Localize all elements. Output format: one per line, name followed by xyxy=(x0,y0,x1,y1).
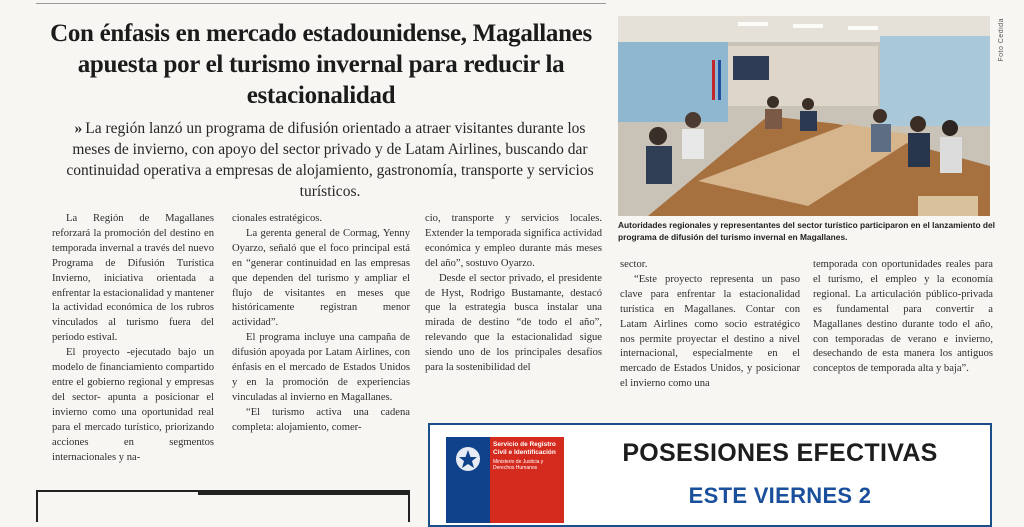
lead-paragraph xyxy=(60,118,600,202)
logo-institution-name: Servicio de Registro Civil e Identificación xyxy=(493,441,556,456)
logo-ministry-name: Ministerio de Justicia y Derechos Humanos xyxy=(493,459,544,471)
paragraph: “Este proyecto representa un paso clave para enfrentar la estacionalidad turística en Magallanes. Contar con Latam Airlines como socio estratégico nos permite proyectar el destino a nivel internacional, especialmente en el mercado de Estados Unidos, y posicionar el invierno como una xyxy=(620,273,800,390)
paragraph: El programa incluye una campaña de difusión apoyada por Latam Airlines, con énfasis en el mercado de Estados Unidos y en la promoción de experiencias vinculadas al invierno en Magallanes. xyxy=(232,332,410,403)
paragraph: Desde el sector privado, el presidente de Hyst, Rodrigo Bustamante, destacó que la estrategia busca instalar una mirada de destino “de todo el año”, relevando que la estacionalidad sigue siendo uno de los principales desafíos para la sostenibilidad del xyxy=(425,272,602,374)
photo-credit: Foto Cedida xyxy=(998,18,1005,62)
bottom-box-bar xyxy=(198,490,408,495)
chevron-icon: » xyxy=(74,120,83,137)
registro-civil-logo xyxy=(446,437,564,523)
top-rule xyxy=(36,3,606,4)
bottom-box-frame xyxy=(36,490,410,522)
article-column-4 xyxy=(620,258,800,392)
lead-text: La región lanzó un programa de difusión orientado a atraer visitantes durante los meses de invierno, con apoyo del sector privado y de Latam Airlines, buscando dar continuidad operativa a empresas de alojamiento, gastronomía, transporte y servicios turísticos. xyxy=(66,120,594,200)
paragraph: cionales estratégicos. xyxy=(232,213,323,224)
paragraph: La gerenta general de Cormag, Yenny Oyarzo, señaló que el foco principal está en “generar continuidad en las empresas que dependen del turismo y ampliar el flujo de visitantes en meses que históricamente registran menor actividad”. xyxy=(232,227,410,329)
article-column-2 xyxy=(232,212,410,436)
logo-red-panel xyxy=(490,437,564,523)
article-column-1 xyxy=(52,212,214,465)
headline: Con énfasis en mercado estadounidense, Magallanes apuesta por el turismo invernal para reducir la estacionalidad xyxy=(50,20,592,109)
paragraph: sector. xyxy=(620,259,648,270)
ad-title: POSESIONES EFECTIVAS xyxy=(622,439,938,467)
paragraph: La Región de Magallanes reforzará la promoción del destino en temporada invernal a través del nuevo Programa de Difusión Turística Invierno, iniciativa orientada a enfrentar la estacionalidad y mantener la actividad económica de los rubros vinculados al turismo fuera del periodo estival. xyxy=(52,213,214,344)
article-column-5 xyxy=(813,258,993,377)
paragraph: cio, transporte y servicios locales. Extender la temporada significa actividad económica y empleo durante más meses del año”, sostuvo Oyarzo. xyxy=(425,213,602,269)
article-column-3 xyxy=(425,212,602,376)
paragraph: “El turismo activa una cadena completa: alojamiento, comer- xyxy=(232,406,410,433)
coat-of-arms-icon xyxy=(446,437,490,481)
event-photo xyxy=(618,16,990,216)
photo-caption: Autoridades regionales y representantes del sector turístico participaron en el lanzamiento del programa de difusión del turismo invernal en Magallanes. xyxy=(618,220,995,242)
logo-blue-panel xyxy=(446,437,490,523)
paragraph: temporada con oportunidades reales para el turismo, el empleo y la economía regional. La articulación público-privada es fundamental para convertir a Magallanes destino durante todo el año, con temporadas de verano e invierno, desechando de esta manera los antiguos conceptos de temporada alta y baja”. xyxy=(813,259,993,375)
meeting-room-image xyxy=(618,16,990,216)
ad-subtitle: ESTE VIERNES 2 xyxy=(688,483,872,508)
paragraph: El proyecto -ejecutado bajo un modelo de financiamiento compartido entre el gobierno regional y empresas del sector- apunta a posicionar el invierno como una oportunidad real para el mercado turístico, priorizando acciones en segmentos internacionales y na- xyxy=(52,347,214,463)
advertisement-banner xyxy=(428,423,992,527)
